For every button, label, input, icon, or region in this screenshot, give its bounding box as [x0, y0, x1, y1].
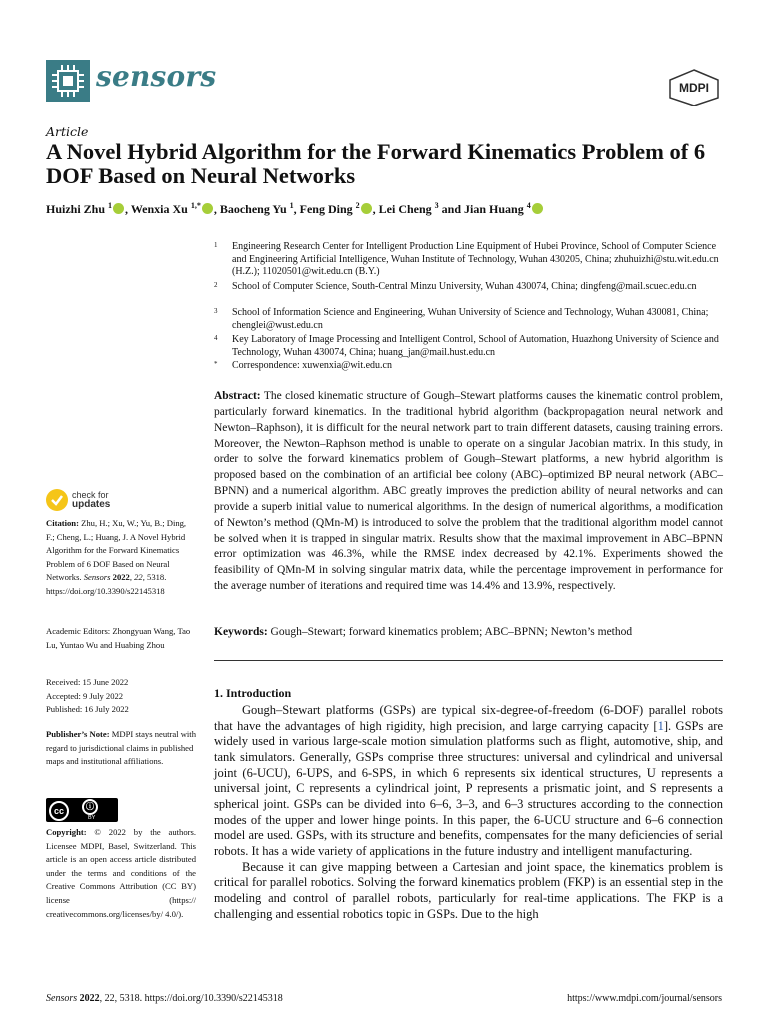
author-affiliation-ref: 4	[526, 201, 531, 210]
author-name: Huizhi Zhu	[46, 202, 109, 216]
mdpi-logo-text: MDPI	[679, 81, 709, 95]
check-updates-line1: check for	[72, 490, 109, 500]
keywords-label: Keywords:	[214, 626, 268, 638]
citation-link[interactable]: 1	[657, 718, 664, 733]
mdpi-logo	[666, 68, 722, 106]
paper-title: A Novel Hybrid Algorithm for the Forward Kinematics Problem of 6 DOF Based on Neural Networks	[46, 139, 706, 188]
author-affiliation-ref: 1	[108, 201, 113, 210]
accepted-date: Accepted: 9 July 2022	[46, 690, 124, 701]
copyright: Copyright: © 2022 by the authors. Licensee MDPI, Basel, Switzerland. This article is an open access article distributed under the terms and conditions of the Creative Commons Attribution (CC BY) license (https:// creativecommons.org/licenses/by/ 4.0/).	[46, 827, 196, 919]
author-affiliation-ref: 2	[355, 201, 360, 210]
cc-by-license-badge[interactable]	[46, 798, 118, 822]
abstract	[214, 389, 723, 595]
article-type: Article	[46, 124, 89, 139]
cc-by-label: BY	[88, 815, 96, 821]
author-affiliation-ref: 1	[289, 201, 294, 210]
journal-name: sensors	[96, 60, 217, 93]
author-affiliation-ref: 3	[434, 201, 439, 210]
section-heading: 1. Introduction	[214, 686, 292, 700]
orcid-icon[interactable]	[532, 203, 543, 214]
received-date: Received: 15 June 2022	[46, 677, 129, 687]
check-for-updates-button[interactable]	[46, 487, 156, 517]
author-name: Lei Cheng	[378, 202, 435, 216]
citation-block: Citation: Zhu, H.; Xu, W.; Yu, B.; Ding, F.; Cheng, L.; Huang, J. A Novel Hybrid Algorithm for the Forward Kinematics Problem of 6 DOF Based on Neural Networks. Sensors 2022, 22, 5318. https://doi.org/10.3390/s22145318	[46, 518, 187, 596]
orcid-icon[interactable]	[361, 203, 372, 214]
journal-logo	[46, 60, 90, 102]
author-name: Wenxia Xu	[130, 202, 191, 216]
academic-editors: Academic Editors: Zhongyuan Wang, Tao Lu, Yuntao Wu and Huabing Zhou	[46, 626, 191, 650]
affiliation-1: 1 Engineering Research Center for Intelligent Production Line Equipment of Hubei Province, School of Computer Science and Engineering Artificial Intelligence, Wuhan Institute of Technology, Wuhan 430205, China; zhuhuizhi@stu.wit.edu.cn (H.Z.); 11020501@wit.edu.cn (B.Y.)	[214, 241, 719, 278]
footer-journal-url[interactable]: https://www.mdpi.com/journal/sensors	[567, 993, 722, 1004]
footer-citation: Sensors 2022, 22, 5318. https://doi.org/10.3390/s22145318	[46, 993, 283, 1004]
affiliation-3: 3 School of Information Science and Engineering, Wuhan University of Science and Technology, Wuhan 430081, China; chenglei@wust.edu.cn	[214, 307, 709, 331]
correspondence: * Correspondence: xuwenxia@wit.edu.cn	[214, 360, 392, 371]
intro-body	[214, 703, 723, 922]
author-name: Baocheng Yu	[219, 202, 290, 216]
intro-paragraph-1: Gough–Stewart platforms (GSPs) are typical six-degree-of-freedom (6-DOF) parallel robots that have the advantages of high rigidity, high precision, and large carrying capacity [1]. GSPs are widely used in various large-scale motion simulation platforms such as flight, automotive, ship, and tank simulators. Generally, GSPs comprise three structures: universal and cylindrical and universal joint (6-UCU), 6-UPS, and 6-SPS, in which 6 represents six identical structures, U represents a universal joint, C represents a cylindrical joint, P represents a prismatic joint, and S represents a spherical joint. GSPs can be divided into 6–6, 3–3, and 6–3 structures according to the connection modes of the upper and lower hinge points. In this paper, the 6-UCU structure and 6–6 connection model are used. GSPs, with its structure and benefits, compensates for the many deficiencies of serial robots. It has a wide variety of applications in the future industry and intelligent manufacturing.	[214, 703, 723, 858]
person-icon: ⓘ	[82, 799, 98, 815]
author-name: Jian Huang	[464, 202, 527, 216]
publisher-note: Publisher’s Note: MDPI stays neutral with regard to jurisdictional claims in published maps and institutional affiliations.	[46, 729, 196, 767]
check-updates-line2: updates	[72, 499, 111, 510]
author-list: Huizhi Zhu $^1$ , Wenxia Xu $^{1,*}$ , Baocheng Yu $^1$, Feng Ding $^2$ , Lei Cheng $^3$ and Jian Huang $^4$	[46, 201, 726, 217]
orcid-icon[interactable]	[113, 203, 124, 214]
dates	[46, 676, 129, 717]
author-name: Feng Ding	[299, 202, 356, 216]
cc-icon: cc	[49, 801, 69, 821]
abstract-text: The closed kinematic structure of Gough–Stewart platforms causes the kinematic control problem, particularly forward kinematics. In the traditional hybrid algorithm (backpropagation neural network and Newton–Raphson), it is difficult for the neural network part to train different datasets, causing training errors. Moreover, the Newton–Raphson method is unable to operate on a singular Jacobian matrix. In this study, in order to solve the forward kinematics problem of Gough–Stewart platforms, a new hybrid algorithm is proposed based on the combination of an artificial bee colony (ABC)–optimized BP neural network (ABC–BPNN) and a numerical algorithm. ABC greatly improves the prediction ability of neural networks and can provide a superb initial value to numerical algorithms. In the design of numerical algorithms, a modification of Newton’s method (QMn-M) is introduced to solve the problem that the traditional algorithm model cannot be solved when it is trapped in singular matrix. Results show that the maximal improvement in ABC–BPNN error optimization was 46.3%, while the RMSE index decreased by 42.1%. Experiments showed the feasibility of QMn-M in solving singular matrix data, while the percentage improvement in performance for the average number of iterations and required time was 14.4% and 13.9%, respectively.	[214, 390, 723, 593]
abstract-label: Abstract:	[214, 390, 261, 402]
chip-icon	[46, 60, 90, 102]
section-divider	[214, 660, 723, 661]
keywords	[214, 626, 723, 638]
intro-paragraph-2: Because it can give mapping between a Cartesian and joint space, the kinematics problem is critical for parallel robotics. Solving the forward kinematics problem (FKP) is an essential step in the modeling and control of parallel robots, particularly for real-time applications. The FKP is a challenging and essential robotics topic in GSPs. Due to the high	[214, 859, 723, 921]
orcid-icon[interactable]	[202, 203, 213, 214]
affiliation-2: 2 School of Computer Science, South-Central Minzu University, Wuhan 430074, China; dingfeng@mail.scuec.edu.cn	[214, 281, 697, 292]
check-updates-icon	[46, 489, 68, 511]
affiliation-4: 4 Key Laboratory of Image Processing and Intelligent Control, School of Automation, Huazhong University of Science and Technology, Wuhan 430074, China; huang_jan@mail.hust.edu.cn	[214, 334, 719, 358]
keywords-text: Gough–Stewart; forward kinematics problem; ABC–BPNN; Newton’s method	[270, 626, 633, 638]
author-affiliation-ref: 1,*	[190, 201, 201, 210]
published-date: Published: 16 July 2022	[46, 704, 129, 715]
